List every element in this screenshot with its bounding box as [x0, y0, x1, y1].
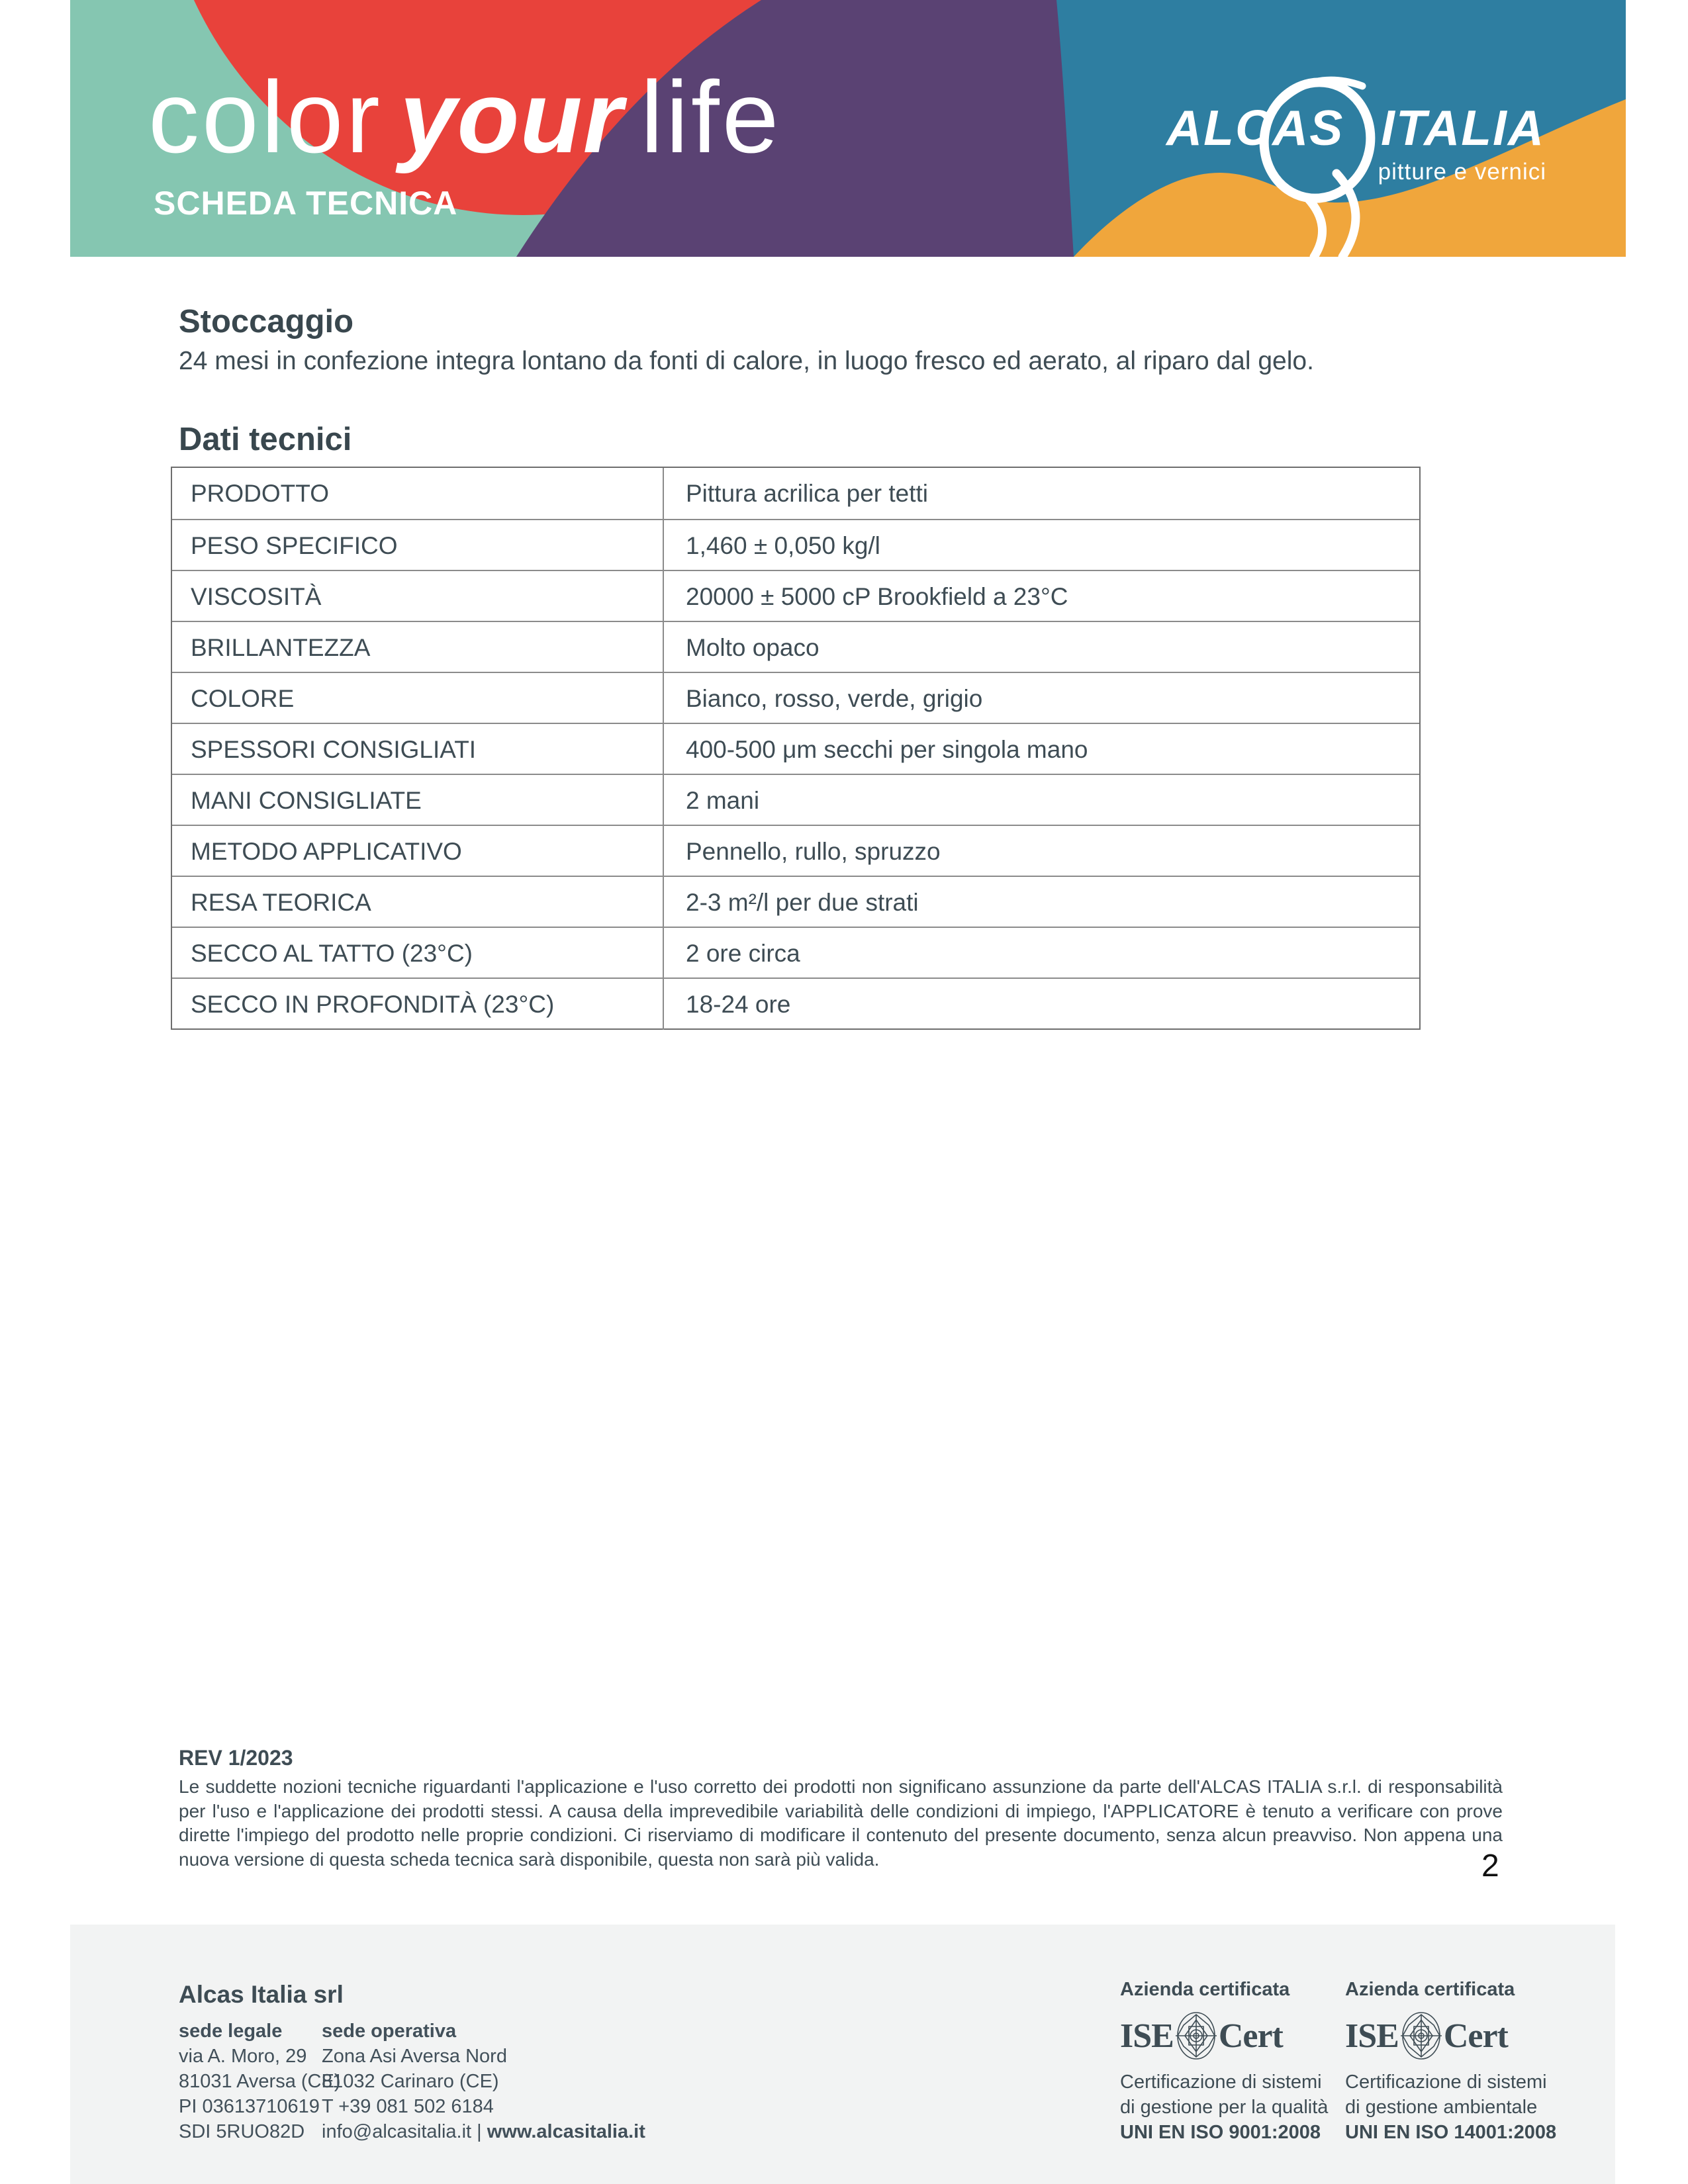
footer-legal-address: [179, 2019, 341, 2144]
legal-address-line: via A. Moro, 29: [179, 2046, 307, 2067]
table-row: [172, 468, 1419, 519]
technical-data-table: [171, 467, 1421, 1030]
table-row-label: VISCOSITÀ: [191, 583, 322, 610]
table-row-label: SECCO AL TATTO (23°C): [191, 940, 473, 967]
certification-heading: Azienda certificata: [1120, 1979, 1290, 2000]
table-row-value: 1,460 ± 0,050 kg/l: [663, 520, 1419, 571]
isecert-wordmark-ise: ISE: [1120, 2017, 1174, 2055]
logo-text-italia: ITALIA: [1381, 100, 1546, 156]
isecert-emblem-icon: [1176, 2011, 1217, 2061]
table-row: [172, 978, 1419, 1028]
table-row-value: Pennello, rullo, spruzzo: [663, 826, 1419, 877]
table-row-value: 2 mani: [663, 775, 1419, 826]
logo-text-alcas: ALCAS: [1166, 100, 1344, 156]
table-row-value: 400-500 μm secchi per singola mano: [663, 724, 1419, 775]
footer-company-name: Alcas Italia srl: [179, 1981, 344, 2008]
table-row-label: BRILLANTEZZA: [191, 634, 371, 661]
table-row-value: Pittura acrilica per tetti: [663, 468, 1419, 519]
contact-separator: |: [471, 2121, 487, 2142]
website-text: www.alcasitalia.it: [487, 2121, 645, 2142]
certification-line: di gestione ambientale: [1345, 2097, 1538, 2118]
certification-line: Certificazione di sistemi: [1120, 2071, 1322, 2093]
footer-operative-address: [322, 2019, 645, 2144]
legal-address-line: SDI 5RUO82D: [179, 2121, 305, 2142]
contact-line: [322, 2119, 645, 2144]
operative-address-line: T +39 081 502 6184: [322, 2096, 494, 2117]
operative-address-line: Zona Asi Aversa Nord: [322, 2046, 507, 2067]
table-row: [172, 570, 1419, 621]
certification-description: [1120, 2070, 1345, 2145]
table-row: [172, 927, 1419, 978]
table-row: [172, 774, 1419, 825]
isecert-wordmark-cert: Cert: [1218, 2017, 1283, 2055]
header-banner: [70, 0, 1626, 257]
table-row-label: SPESSORI CONSIGLIATI: [191, 736, 477, 763]
legal-address-line: 81031 Aversa (CE): [179, 2071, 341, 2092]
table-row-label: MANI CONSIGLIATE: [191, 787, 422, 814]
table-row: [172, 723, 1419, 774]
tagline-word-your: your: [399, 60, 624, 174]
document-type-label: SCHEDA TECNICA: [154, 185, 458, 222]
table-row-value: 20000 ± 5000 cP Brookfield a 23°C: [663, 571, 1419, 622]
table-row: [172, 876, 1419, 927]
isecert-logo: [1120, 2010, 1345, 2062]
operative-address-line: 81032 Carinaro (CE): [322, 2071, 499, 2092]
table-row-value: 18-24 ore: [663, 979, 1419, 1030]
certification-standard: UNI EN ISO 14001:2008: [1345, 2122, 1557, 2143]
legal-address-title: sede legale: [179, 2021, 283, 2042]
certification-line: Certificazione di sistemi: [1345, 2071, 1547, 2093]
storage-section-body: 24 mesi in confezione integra lontano da fonti di calore, in luogo fresco ed aerato, al riparo dal gelo.: [179, 347, 1314, 375]
certification-heading: Azienda certificata: [1345, 1979, 1515, 2000]
table-row-label: RESA TEORICA: [191, 889, 371, 916]
certification-line: di gestione per la qualità: [1120, 2097, 1329, 2118]
isecert-wordmark-cert: Cert: [1443, 2017, 1508, 2055]
table-row-label: SECCO IN PROFONDITÀ (23°C): [191, 991, 555, 1018]
operative-address-title: sede operativa: [322, 2021, 457, 2042]
table-row: [172, 825, 1419, 876]
table-row-value: Molto opaco: [663, 622, 1419, 673]
tagline-word-life: life: [640, 60, 782, 174]
table-row-label: COLORE: [191, 685, 295, 712]
isecert-emblem-icon: [1401, 2011, 1442, 2061]
storage-section-title: Stoccaggio: [179, 304, 354, 340]
table-row-label: PESO SPECIFICO: [191, 532, 398, 559]
certification-standard: UNI EN ISO 9001:2008: [1120, 2122, 1321, 2143]
table-row-value: Bianco, rosso, verde, grigio: [663, 673, 1419, 724]
legal-address-line: PI 03613710619: [179, 2096, 320, 2117]
table-row: [172, 621, 1419, 672]
certification-block-environment: [1345, 1979, 1570, 2145]
page-number: 2: [1481, 1848, 1499, 1884]
isecert-wordmark-ise: ISE: [1345, 2017, 1399, 2055]
disclaimer-text: Le suddette nozioni tecniche riguardanti l'applicazione e l'uso corretto dei prodotti non significano assunzione da parte dell'ALCAS ITALIA s.r.l. di responsabilità per l'uso e l'applicazione dei prodotti stessi. A causa della imprevedibile variabilità delle condizioni di impiego, l'APPLICATORE è tenuto a verificare con prove dirette l'impiego del prodotto nelle proprie condizioni. Ci riserviamo di modificare il contenuto del presente documento, senza alcun preavviso. Non appena una nuova versione di questa scheda tecnica sarà disponibile, questa non sarà più valida.: [179, 1776, 1503, 1870]
certification-description: [1345, 2070, 1570, 2145]
technical-section-title: Dati tecnici: [179, 422, 352, 457]
table-row-value: 2-3 m²/l per due strati: [663, 877, 1419, 928]
table-row-label: PRODOTTO: [191, 480, 329, 507]
brand-tagline: [148, 60, 782, 174]
certification-block-quality: [1120, 1979, 1345, 2145]
table-row: [172, 672, 1419, 723]
table-row: [172, 519, 1419, 570]
revision-label: REV 1/2023: [179, 1746, 293, 1770]
email-text: info@alcasitalia.it: [322, 2121, 472, 2142]
logo-slogan: pitture e vernici: [1378, 159, 1546, 185]
table-row-value: 2 ore circa: [663, 928, 1419, 979]
tagline-word-color: color: [148, 60, 383, 174]
isecert-logo: [1345, 2010, 1570, 2062]
table-row-label: METODO APPLICATIVO: [191, 838, 462, 865]
